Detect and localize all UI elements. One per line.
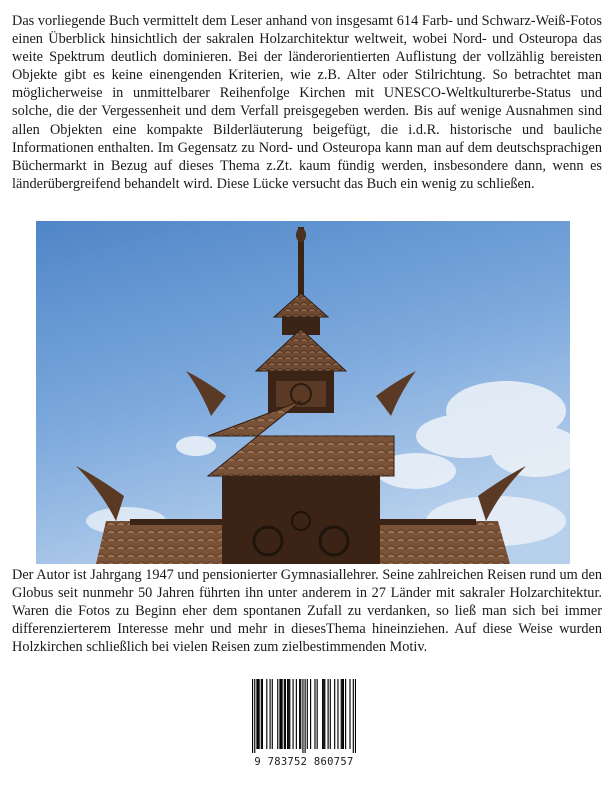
isbn-digits: 9 783752 860757 bbox=[254, 756, 354, 768]
stave-church-photo bbox=[36, 221, 570, 564]
barcode-bar bbox=[317, 679, 318, 749]
barcode-bar bbox=[341, 679, 342, 749]
barcode-bar bbox=[272, 679, 273, 749]
barcode-bar bbox=[293, 679, 294, 749]
barcode-bar bbox=[296, 679, 297, 749]
barcode-bar bbox=[310, 679, 311, 749]
barcode-bar bbox=[277, 679, 278, 749]
barcode-bar bbox=[262, 679, 263, 749]
barcode-bar bbox=[323, 679, 324, 749]
barcode-bar bbox=[252, 679, 253, 753]
barcode-bar bbox=[307, 679, 308, 749]
barcode-bar bbox=[285, 679, 286, 749]
barcode-bar bbox=[337, 679, 338, 749]
barcode-bar bbox=[324, 679, 325, 749]
barcode-bar bbox=[302, 679, 303, 753]
barcode-bar bbox=[305, 679, 306, 753]
description-text: Das vorliegende Buch vermittelt dem Leser anhand von insgesamt 614 Farb- und Schwarz-Weiß-Fotos einen Überblick hinsichtlich der sakralen Holzarchitektur weltweit, wobei Nord- und Osteuropa das weite Spektrum deutlich dominieren. Bei der länderorientierten Auflistung der vollzählig bereisten Objekte gibt es keine einengenden Kriterien, wie z.B. Alter oder Stilrichtung. So betrachtet man möglicherweise in unmittelbarer Reihenfolge Kirchen mit UNESCO-Weltkulturerbe-Status und solche, die der Vergessenheit und dem Verfall preisgegeben werden. Bis auf wenige Ausnahmen sind allen Objekten eine kompakte Bilderläuterung beigefügt, die i.d.R. historische und bauliche Informationen enthalten. Im Gegensatz zu Nord- und Osteuropa kann man auf dem deutschsprachigen Büchermarkt in Bezug auf dieses Thema z.Zt. kaum fündig werden, insbesondere dann, wenn es länderübergreifend behandelt wird. Diese Lücke versucht das Buch ein wenig zu schließen. bbox=[12, 13, 602, 192]
barcode-bar bbox=[279, 679, 280, 749]
barcode-bar bbox=[343, 679, 344, 749]
barcode-bars bbox=[252, 679, 356, 753]
barcode-bar bbox=[256, 679, 257, 749]
barcode-bar bbox=[330, 679, 331, 749]
isbn-barcode bbox=[242, 676, 366, 774]
barcode-bar bbox=[355, 679, 356, 753]
barcode-bar bbox=[334, 679, 335, 749]
barcode-bar bbox=[299, 679, 300, 749]
barcode-bar bbox=[300, 679, 301, 749]
barcode-bar bbox=[288, 679, 289, 749]
barcode-bar bbox=[266, 679, 267, 749]
barcode-bar bbox=[287, 679, 288, 749]
barcode-bar bbox=[345, 679, 346, 749]
barcode-bar bbox=[280, 679, 281, 749]
barcode-bar bbox=[349, 679, 350, 749]
barcode-bar bbox=[257, 679, 258, 749]
barcode-bar bbox=[289, 679, 290, 749]
barcode-bar bbox=[328, 679, 329, 749]
barcode-bar bbox=[284, 679, 285, 749]
barcode-bar bbox=[261, 679, 262, 749]
barcode-bar bbox=[314, 679, 315, 749]
barcode-bar bbox=[353, 679, 354, 753]
barcode-bar bbox=[322, 679, 323, 749]
barcode-bar bbox=[270, 679, 271, 749]
barcode-bar bbox=[254, 679, 255, 753]
barcode-bar bbox=[282, 679, 283, 749]
author-bio-text: Der Autor ist Jahrgang 1947 und pensionierter Gymnasiallehrer. Seine zahlreichen Reisen rund um den Globus seit nunmehr 50 Jahren führten ihn unter anderem in 27 Länder mit sakraler Holzarchitektur. Waren die Fotos zu Beginn eher dem spontanen Zufall zu verdanken, so ließ man sich bei immer differenzierterem Interesse mehr und mehr in diesesThema hineinziehen. Auf diese Weise wurden Holzkirchen schließlich bei vielen Reisen zum zielbestimmenden Motiv. bbox=[12, 567, 602, 656]
barcode-bar bbox=[342, 679, 343, 749]
barcode-bar bbox=[259, 679, 260, 749]
